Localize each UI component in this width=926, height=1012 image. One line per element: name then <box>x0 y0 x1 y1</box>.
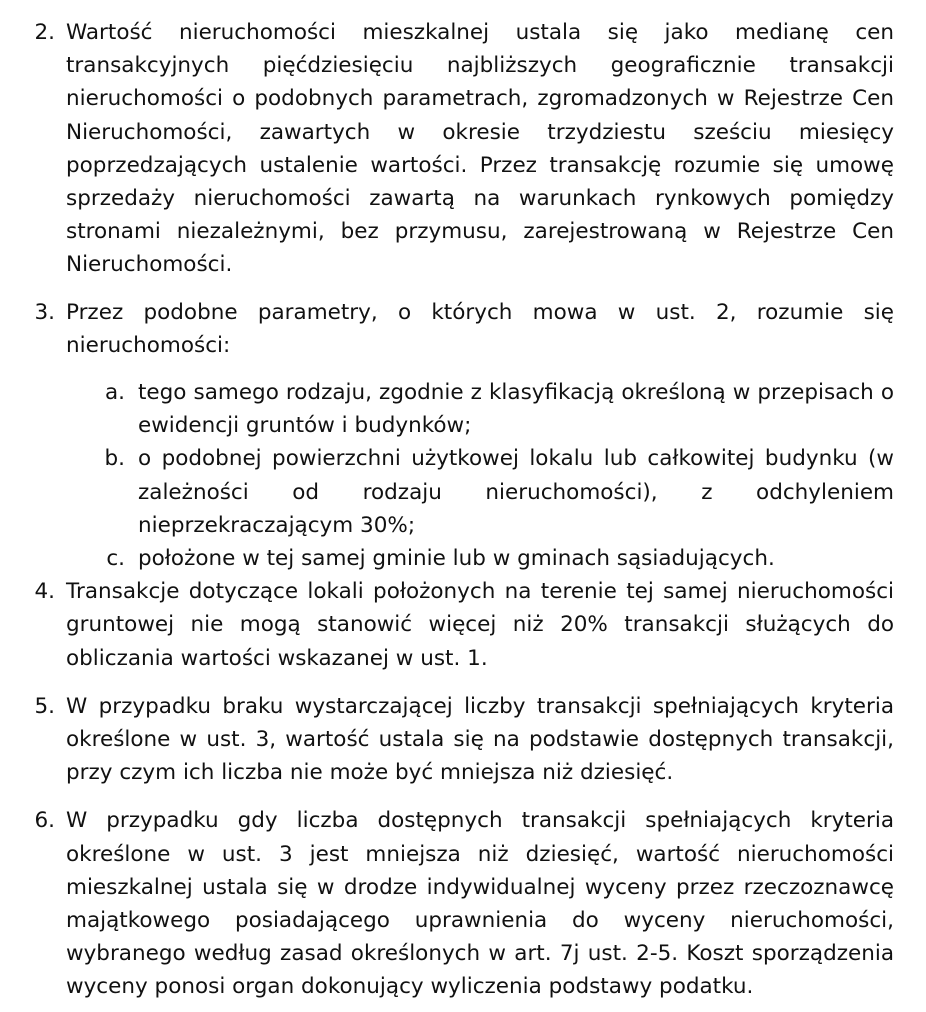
sublist-text: położone w tej samej gminie lub w gminach sąsiadujących. <box>138 546 775 572</box>
sublist-text: tego samego rodzaju, zgodnie z klasyfikacją określoną w przepisach o ewidencji gruntów i budynków; <box>138 380 894 439</box>
item-number: 5. <box>34 693 55 719</box>
item-number: 2. <box>34 20 55 45</box>
list-item-5 <box>0 690 894 790</box>
item-number: 4. <box>34 579 55 605</box>
item-text: Przez podobne parametry, o których mowa w ust. 2, rozumie się nieruchomości: <box>66 299 894 358</box>
sublist-letter: c. <box>106 546 125 572</box>
sublist-letter: a. <box>104 380 125 406</box>
item-text: W przypadku gdy liczba dostępnych transakcji spełniających kryteria określone w ust. 3 jest mniejsza niż dziesięć, wartość nieruchomości mieszkalnej ustala się w drodze indywidualnej wyceny przez rzeczoznawcę majątkowego posiadającego uprawnienia do wyceny nieruchomości, wybranego według zasad określonych w art. 7j ust. 2-5. Koszt sporządzenia wyceny ponosi organ dokonujący wyliczenia podstawy podatku. <box>66 808 894 1000</box>
sublist-letter: b. <box>104 446 125 472</box>
sublist-item-b <box>0 442 894 542</box>
sublist-text: o podobnej powierzchni użytkowej lokalu lub całkowitej budynku (w zależności od rodzaju nieruchomości), z odchyleniem nieprzekraczającym 30%; <box>138 446 894 538</box>
list-item-4 <box>0 575 894 675</box>
sublist-item-c <box>0 542 894 575</box>
item-number: 3. <box>34 299 55 325</box>
item-text: Wartość nieruchomości mieszkalnej ustala się jako medianę cen transakcyjnych pięćdziesięciu najbliższych geograficznie transakcji nieruchomości o podobnych parametrach, zgromadzonych w Rejestrze Cen Nieruchomości, zawartych w okresie trzydziestu sześciu miesięcy poprzedzających ustalenie wartości. Przez transakcję rozumie się umowę sprzedaży nieruchomości zawartą na warunkach rynkowych pomiędzy stronami niezależnymi, bez przymusu, zarejestrowaną w Rejestrze Cen Nieruchomości. <box>66 20 894 278</box>
item-number: 6. <box>34 808 55 834</box>
sublist <box>0 376 894 575</box>
list-item-2 <box>0 16 894 282</box>
list-item-3 <box>0 296 894 362</box>
item-text: W przypadku braku wystarczającej liczby transakcji spełniających kryteria określone w ust. 3, wartość ustala się na podstawie dostępnych transakcji, przy czym ich liczba nie może być mniejsza niż dziesięć. <box>66 693 894 786</box>
sublist-item-a <box>0 376 894 442</box>
item-text: Transakcje dotyczące lokali położonych na terenie tej samej nieruchomości gruntowej nie mogą stanowić więcej niż 20% transakcji służących do obliczania wartości wskazanej w ust. 1. <box>66 579 894 671</box>
list-item-6 <box>0 804 894 1003</box>
